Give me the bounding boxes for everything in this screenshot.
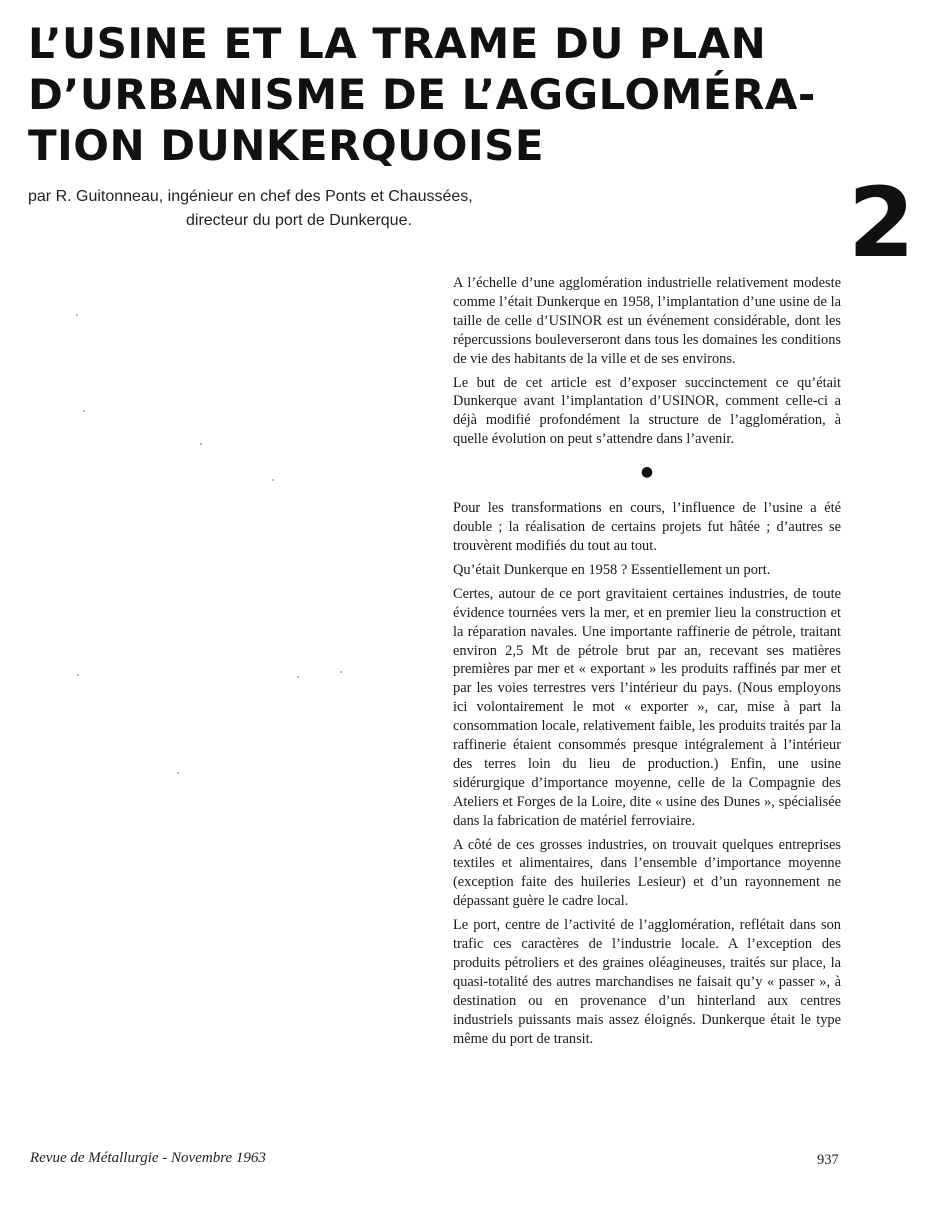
scan-speck: [272, 479, 274, 481]
scan-speck: [200, 443, 202, 445]
body-paragraph: Le but de cet article est d’exposer succinctement ce qu’était Dunkerque avant l’implantation d’USINOR, comment celle-ci a déjà modifié profondément la structure de l’agglomération, à quelle évolution on peut s’attendre dans l’avenir.: [453, 374, 841, 448]
byline-line: par R. Guitonneau, ingénieur en chef des Ponts et Chaussées,: [28, 188, 473, 205]
author-byline: [28, 185, 588, 233]
scan-speck: [77, 674, 79, 676]
byline-line: directeur du port de Dunkerque.: [186, 212, 412, 229]
body-paragraph: A l’échelle d’une agglomération industrielle relativement modeste comme l’était Dunkerque en 1958, l’implantation d’une usine de la taille de celle d’USINOR est un événement considérable, dont les répercussions bouleverseront dans tous les domaines les conditions de vie des habitants de la ville et de ses environs.: [453, 275, 841, 367]
body-paragraph: Qu’était Dunkerque en 1958 ? Essentiellement un port.: [453, 561, 771, 578]
scan-speck: [340, 671, 342, 673]
page-number: 937: [817, 1152, 839, 1168]
title-line: D’URBANISME DE L’AGGLOMÉRA-: [28, 70, 816, 119]
scan-speck: [177, 772, 179, 774]
body-paragraph: Le port, centre de l’activité de l’agglomération, reflétait dans son trafic ces caractères de l’industrie locale. A l’exception des produits pétroliers et des graines oléagineuses, traités sur place, la quasi-totalité des autres marchandises ne faisait qu’y « passer », à destination ou en provenance d’un hinterland aux centres industriels puissants mais assez éloignés. Dunkerque était le type même du port de transit.: [453, 917, 841, 1047]
scan-speck: [76, 314, 78, 316]
body-paragraph: Certes, autour de ce port gravitaient certaines industries, de toute évidence tournées vers la mer, et en premier lieu la construction et la réparation navales. Une importante raffinerie de pétrole, traitant environ 2,5 Mt de pétrole brut par an, recevant ses matières premières par mer et « exportant » les produits raffinés par mer et par les voies terrestres vers l’intérieur du pays. (Nous employons ici volontairement le mot « exporter », car, mise à part la consommation locale, relativement faible, les produits traités par la raffinerie étaient consommés presque intégralement à l’intérieur des terres loin du lieu de production.) Enfin, une usine sidérurgique d’importance moyenne, celle de la Compagnie des Ateliers et Forges de la Loire, dite « usine des Dunes », spécialisée dans la fabrication de matériel ferroviaire.: [453, 585, 841, 829]
scan-speck: [83, 410, 85, 412]
article-title: [28, 18, 828, 171]
section-separator-dot: ●: [640, 464, 654, 481]
article-body: [453, 274, 841, 1054]
journal-footer: Revue de Métallurgie - Novembre 1963: [30, 1150, 266, 1166]
chapter-number: 2: [848, 167, 915, 279]
title-line: L’USINE ET LA TRAME DU PLAN: [28, 19, 767, 68]
body-paragraph: Pour les transformations en cours, l’influence de l’usine a été double ; la réalisation de certains projets fut hâtée ; d’autres se trouvèrent modifiés du tout au tout.: [453, 500, 841, 554]
title-line: TION DUNKERQUOISE: [28, 121, 545, 170]
body-paragraph: A côté de ces grosses industries, on trouvait quelques entreprises textiles et alimentaires, dans l’ensemble d’importance moyenne (exception faite des huileries Lesieur) et d’un rayonnement ne dépassant guère le cadre local.: [453, 836, 841, 910]
scan-speck: [297, 676, 299, 678]
